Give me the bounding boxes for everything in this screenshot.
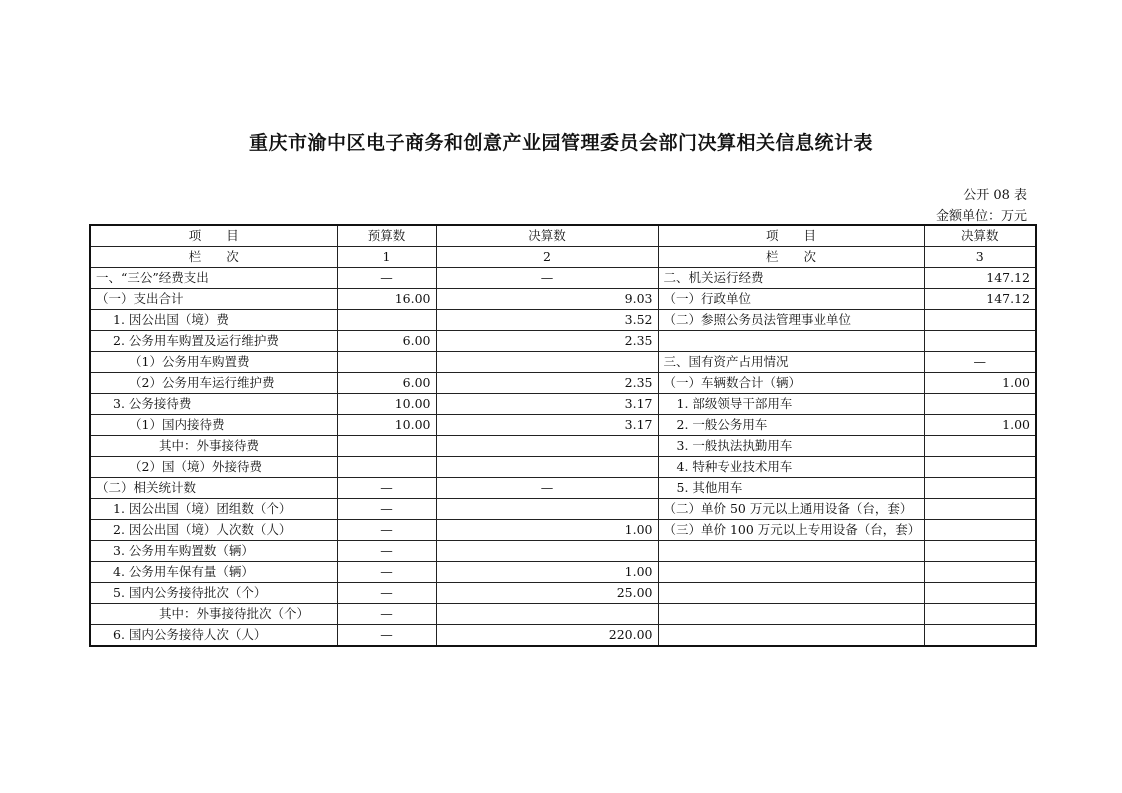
row-budget: 6.00 (337, 373, 436, 394)
row-value-right: 147.12 (924, 268, 1036, 289)
table-header-row (90, 225, 1036, 247)
column-index-1: 1 (337, 247, 436, 268)
row-label-right (658, 562, 924, 583)
row-label-right: 1. 部级领导干部用车 (658, 394, 924, 415)
row-label-right: （二）参照公务员法管理事业单位 (658, 310, 924, 331)
table-row (90, 289, 1036, 310)
column-index-2: 2 (436, 247, 658, 268)
row-label-right: （一）行政单位 (658, 289, 924, 310)
row-actual (436, 541, 658, 562)
row-label: 一、“三公”经费支出 (90, 268, 337, 289)
row-label-right (658, 604, 924, 625)
row-budget: — (337, 520, 436, 541)
row-actual (436, 436, 658, 457)
row-label: 6. 国内公务接待人次（人） (90, 625, 337, 647)
row-label: （二）相关统计数 (90, 478, 337, 499)
table-row (90, 331, 1036, 352)
row-budget: — (337, 562, 436, 583)
row-value-right (924, 457, 1036, 478)
row-actual: — (436, 268, 658, 289)
row-value-right (924, 310, 1036, 331)
row-label: 5. 国内公务接待批次（个） (90, 583, 337, 604)
row-label-right (658, 583, 924, 604)
row-label: （2）国（境）外接待费 (90, 457, 337, 478)
row-value-right (924, 583, 1036, 604)
row-budget (337, 436, 436, 457)
row-value-right: — (924, 352, 1036, 373)
table-row (90, 415, 1036, 436)
table-row (90, 457, 1036, 478)
table-row (90, 478, 1036, 499)
table-row (90, 310, 1036, 331)
row-value-right (924, 499, 1036, 520)
statistics-table (89, 224, 1037, 647)
row-actual: 2.35 (436, 373, 658, 394)
row-budget: — (337, 604, 436, 625)
row-value-right (924, 520, 1036, 541)
row-label-right: 4. 特种专业技术用车 (658, 457, 924, 478)
row-value-right (924, 604, 1036, 625)
row-value-right (924, 436, 1036, 457)
form-number: 公开 08 表 (963, 188, 1027, 203)
row-actual (436, 499, 658, 520)
row-label: 4. 公务用车保有量（辆） (90, 562, 337, 583)
row-actual: 25.00 (436, 583, 658, 604)
row-budget: — (337, 541, 436, 562)
table-row (90, 604, 1036, 625)
table-row (90, 373, 1036, 394)
table-row (90, 583, 1036, 604)
row-label: 2. 因公出国（境）人次数（人） (90, 520, 337, 541)
row-budget: 16.00 (337, 289, 436, 310)
row-label: 3. 公务用车购置数（辆） (90, 541, 337, 562)
row-actual: 3.17 (436, 394, 658, 415)
row-budget: — (337, 583, 436, 604)
row-label-right: （三）单价 100 万元以上专用设备（台，套） (658, 520, 924, 541)
row-actual: 1.00 (436, 562, 658, 583)
row-value-right (924, 478, 1036, 499)
row-budget (337, 457, 436, 478)
row-actual (436, 604, 658, 625)
row-label: 1. 因公出国（境）团组数（个） (90, 499, 337, 520)
row-value-right (924, 394, 1036, 415)
row-budget: — (337, 478, 436, 499)
row-actual: 220.00 (436, 625, 658, 647)
row-budget: 10.00 (337, 415, 436, 436)
row-label-right: 3. 一般执法执勤用车 (658, 436, 924, 457)
row-label-right (658, 541, 924, 562)
row-value-right: 1.00 (924, 415, 1036, 436)
table-row (90, 562, 1036, 583)
row-label: 3. 公务接待费 (90, 394, 337, 415)
row-value-right: 1.00 (924, 373, 1036, 394)
table-row (90, 352, 1036, 373)
row-value-right (924, 625, 1036, 647)
table-column-index-row (90, 247, 1036, 268)
row-value-right: 147.12 (924, 289, 1036, 310)
row-budget: — (337, 625, 436, 647)
header-budget: 预算数 (337, 225, 436, 247)
row-label-right: 5. 其他用车 (658, 478, 924, 499)
row-actual: — (436, 478, 658, 499)
page-title: 重庆市渝中区电子商务和创意产业园管理委员会部门决算相关信息统计表 (248, 132, 873, 154)
row-budget: — (337, 499, 436, 520)
row-budget: — (337, 268, 436, 289)
row-label-right (658, 331, 924, 352)
row-label: （1）国内接待费 (90, 415, 337, 436)
row-budget (337, 310, 436, 331)
row-value-right (924, 562, 1036, 583)
header-actual-right: 决算数 (924, 225, 1036, 247)
row-label: 其中：外事接待费 (90, 436, 337, 457)
header-actual: 决算数 (436, 225, 658, 247)
row-actual: 9.03 (436, 289, 658, 310)
table-row (90, 520, 1036, 541)
row-budget: 6.00 (337, 331, 436, 352)
row-label: 其中：外事接待批次（个） (90, 604, 337, 625)
table-row (90, 394, 1036, 415)
amount-unit: 金额单位：万元 (935, 209, 1027, 224)
table-row (90, 499, 1036, 520)
row-value-right (924, 331, 1036, 352)
header-item-right: 项 目 (658, 225, 924, 247)
row-label-right: （一）车辆数合计（辆） (658, 373, 924, 394)
row-label: （1）公务用车购置费 (90, 352, 337, 373)
row-actual: 2.35 (436, 331, 658, 352)
row-actual (436, 457, 658, 478)
row-value-right (924, 541, 1036, 562)
row-actual: 3.17 (436, 415, 658, 436)
column-index-3: 3 (924, 247, 1036, 268)
table-row (90, 436, 1036, 457)
table-row (90, 625, 1036, 647)
row-budget: 10.00 (337, 394, 436, 415)
table-row (90, 541, 1036, 562)
row-label: 1. 因公出国（境）费 (90, 310, 337, 331)
row-actual: 1.00 (436, 520, 658, 541)
row-label-right: （二）单价 50 万元以上通用设备（台，套） (658, 499, 924, 520)
row-budget (337, 352, 436, 373)
row-label-right: 三、国有资产占用情况 (658, 352, 924, 373)
row-label: （一）支出合计 (90, 289, 337, 310)
column-index-label-right: 栏 次 (658, 247, 924, 268)
row-actual: 3.52 (436, 310, 658, 331)
column-index-label: 栏 次 (90, 247, 337, 268)
row-label-right: 二、机关运行经费 (658, 268, 924, 289)
row-label: （2）公务用车运行维护费 (90, 373, 337, 394)
row-actual (436, 352, 658, 373)
row-label: 2. 公务用车购置及运行维护费 (90, 331, 337, 352)
row-label-right (658, 625, 924, 647)
table-row (90, 268, 1036, 289)
row-label-right: 2. 一般公务用车 (658, 415, 924, 436)
header-item: 项 目 (90, 225, 337, 247)
